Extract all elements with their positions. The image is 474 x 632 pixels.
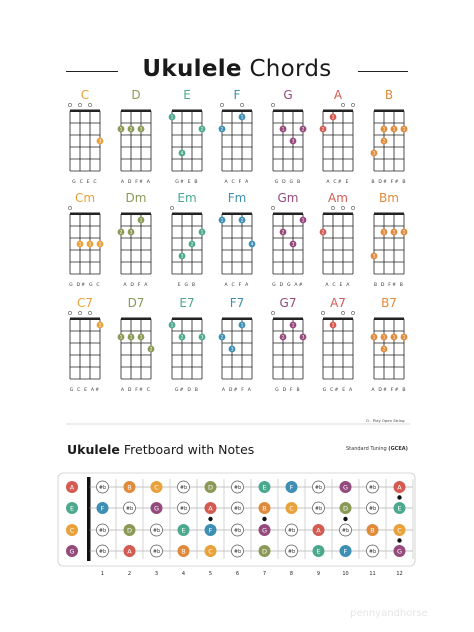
- finger-number: 1: [402, 127, 406, 133]
- chord-name-Em: Em: [177, 191, 197, 205]
- note-label: B: [262, 504, 267, 513]
- chord-notes: G C# E A: [322, 388, 354, 393]
- fret-number: 1: [100, 571, 105, 577]
- finger-number: 2: [382, 139, 386, 145]
- note-label: F: [100, 504, 105, 513]
- watermark: pennyandhorse: [350, 608, 428, 619]
- note-label: G: [342, 483, 349, 492]
- chord-notes: A D F A: [123, 283, 149, 288]
- finger-number: 1: [372, 335, 376, 341]
- chord-nut: [121, 213, 151, 216]
- tuning-prefix: Standard Tuning: [346, 446, 389, 452]
- finger-number: 2: [321, 127, 325, 133]
- chord-nut: [121, 110, 151, 113]
- note-label: #b: [233, 527, 242, 534]
- finger-number: 2: [321, 230, 325, 236]
- fret-inlay: [208, 517, 212, 521]
- finger-number: 3: [129, 230, 133, 236]
- finger-number: 1: [402, 230, 406, 236]
- finger-number: 3: [291, 242, 295, 248]
- chord-nut: [323, 110, 353, 113]
- open-string-marker: [321, 311, 324, 314]
- finger-number: 1: [392, 230, 396, 236]
- finger-number: 3: [98, 139, 102, 145]
- finger-number: 1: [402, 335, 406, 341]
- chord-notes: A C F A: [224, 283, 250, 288]
- chord-name-Dm: Dm: [125, 191, 147, 205]
- note-label: A: [69, 483, 75, 492]
- finger-number: 1: [392, 127, 396, 133]
- finger-number: 2: [382, 347, 386, 353]
- note-label: D: [342, 504, 349, 513]
- note-label: F: [343, 547, 348, 556]
- chord-name-F: F: [233, 88, 241, 102]
- finger-number: 1: [291, 323, 295, 329]
- chord-name-Bm: Bm: [379, 191, 399, 205]
- finger-number: 1: [382, 127, 386, 133]
- chord-nut: [374, 318, 404, 321]
- fret-number: 7: [262, 571, 267, 577]
- fretboard-heading-bold: Ukulele: [67, 442, 120, 457]
- note-label: #b: [98, 548, 107, 555]
- fret-number: 4: [181, 571, 186, 577]
- finger-number: 3: [200, 335, 204, 341]
- chord-nut: [374, 213, 404, 216]
- chord-nut: [172, 110, 202, 113]
- open-string-marker: [351, 103, 354, 106]
- chord-nut: [172, 213, 202, 216]
- note-label: #b: [314, 484, 323, 491]
- finger-number: 4: [180, 151, 184, 157]
- fret-inlay: [397, 495, 401, 499]
- chord-notes: B D# F# B: [371, 180, 407, 185]
- note-label: F: [208, 526, 213, 535]
- open-string-marker: [68, 206, 71, 209]
- chord-notes: E G B: [177, 283, 197, 288]
- note-label: #b: [314, 505, 323, 512]
- open-string-marker: [240, 103, 243, 106]
- chord-nut: [222, 318, 252, 321]
- note-label: G: [69, 547, 75, 556]
- finger-number: 1: [78, 242, 82, 248]
- note-label: B: [370, 526, 375, 535]
- chord-nut: [121, 318, 151, 321]
- finger-number: 3: [180, 254, 184, 260]
- chord-name-B: B: [384, 88, 394, 102]
- note-label: G: [153, 504, 160, 513]
- fretboard-nut: [87, 477, 91, 561]
- finger-number: 1: [98, 323, 102, 329]
- note-label: #b: [287, 548, 296, 555]
- fret-inlay: [262, 517, 266, 521]
- note-label: E: [262, 483, 267, 492]
- finger-number: 1: [331, 323, 335, 329]
- finger-number: 4: [250, 242, 254, 248]
- chord-nut: [70, 318, 100, 321]
- chord-notes: A C E A: [325, 283, 351, 288]
- note-label: #b: [233, 484, 242, 491]
- open-string-marker: [88, 311, 91, 314]
- note-label: G: [396, 547, 403, 556]
- finger-number: 1: [392, 335, 396, 341]
- chord-nut: [222, 110, 252, 113]
- chord-notes: A C# E: [326, 180, 350, 185]
- open-string-marker: [331, 206, 334, 209]
- open-string-marker: [68, 311, 71, 314]
- open-string-marker: [341, 103, 344, 106]
- note-label: B: [127, 483, 132, 492]
- note-label: #b: [233, 505, 242, 512]
- chord-notes: G C E A#: [69, 388, 101, 393]
- note-label: A: [316, 526, 321, 535]
- chord-name-D: D: [131, 88, 141, 102]
- title-bold: Ukulele: [142, 56, 242, 82]
- chord-notes: G# E B: [175, 180, 199, 185]
- fret-inlay: [343, 517, 347, 521]
- finger-number: 1: [139, 335, 143, 341]
- chord-name-E: E: [183, 88, 191, 102]
- finger-number: 3: [372, 151, 376, 157]
- chord-nut: [172, 318, 202, 321]
- note-label: #b: [179, 484, 188, 491]
- finger-number: 1: [170, 115, 174, 121]
- chord-notes: A D# F# B: [371, 388, 407, 393]
- chord-name-C: C: [80, 88, 90, 102]
- note-label: C: [208, 547, 213, 556]
- fret-number: 10: [342, 571, 349, 577]
- chord-notes: A D F# A: [120, 180, 152, 185]
- chord-name-Cm: Cm: [74, 191, 96, 205]
- tuning-bold: (GCEA): [388, 446, 408, 452]
- finger-number: 1: [200, 230, 204, 236]
- finger-number: 2: [220, 335, 224, 341]
- chord-notes: G D G A#: [272, 283, 304, 288]
- finger-number: 1: [119, 335, 123, 341]
- chord-name-F7: F7: [229, 296, 245, 310]
- finger-number: 3: [301, 335, 305, 341]
- chord-notes: G D F B: [275, 388, 301, 393]
- chord-notes: G D G B: [274, 180, 302, 185]
- chord-name-A7: A7: [330, 296, 346, 310]
- title-rest: Chords: [241, 56, 332, 82]
- fret-number: 8: [289, 571, 294, 577]
- note-label: #b: [341, 527, 350, 534]
- finger-number: 2: [180, 335, 184, 341]
- chord-nut: [323, 213, 353, 216]
- note-label: #b: [125, 505, 134, 512]
- open-string-marker: [341, 206, 344, 209]
- note-label: C: [289, 504, 294, 513]
- note-label: D: [126, 526, 133, 535]
- chord-name-G7: G7: [279, 296, 297, 310]
- chord-nut: [273, 318, 303, 321]
- note-label: C: [69, 526, 75, 535]
- finger-number: 2: [281, 230, 285, 236]
- finger-number: 1: [301, 218, 305, 224]
- fret-number: 2: [127, 571, 132, 577]
- open-string-marker: [170, 206, 173, 209]
- chord-name-D7: D7: [127, 296, 145, 310]
- chord-notes: G C E C: [72, 180, 98, 185]
- finger-number: 2: [119, 230, 123, 236]
- finger-number: 1: [88, 242, 92, 248]
- fret-number: 12: [396, 571, 403, 577]
- chord-notes: A D F# C: [120, 388, 152, 393]
- note-label: D: [261, 547, 268, 556]
- chord-name-A: A: [333, 88, 343, 102]
- fret-number: 3: [154, 571, 159, 577]
- fretboard-heading: [67, 442, 254, 457]
- note-label: D: [207, 483, 214, 492]
- open-string-marker: [351, 311, 354, 314]
- finger-number: 3: [372, 254, 376, 260]
- chord-name-Gm: Gm: [277, 191, 299, 205]
- finger-number: 3: [291, 139, 295, 145]
- finger-number: 1: [220, 218, 224, 224]
- chord-notes: B D F# B: [373, 283, 405, 288]
- note-label: E: [69, 504, 75, 513]
- chord-name-Am: Am: [328, 191, 348, 205]
- note-label: #b: [98, 484, 107, 491]
- tuning-label: [346, 446, 408, 452]
- note-label: #b: [152, 527, 161, 534]
- note-label: #b: [368, 505, 377, 512]
- note-label: F: [289, 483, 294, 492]
- note-label: G: [261, 526, 268, 535]
- fretboard-heading-rest: Fretboard with Notes: [119, 442, 255, 457]
- chord-notes: G# D B: [174, 388, 200, 393]
- chord-name-B7: B7: [381, 296, 397, 310]
- finger-number: 2: [190, 242, 194, 248]
- chord-name-Fm: Fm: [227, 191, 247, 205]
- chord-name-C7: C7: [76, 296, 94, 310]
- note-label: C: [397, 526, 402, 535]
- note-label: #b: [368, 548, 377, 555]
- finger-number: 2: [149, 347, 153, 353]
- fret-inlay: [397, 538, 401, 542]
- note-label: #b: [233, 548, 242, 555]
- finger-number: 1: [98, 242, 102, 248]
- finger-number: 1: [240, 115, 244, 121]
- note-label: #b: [179, 505, 188, 512]
- finger-number: 1: [382, 335, 386, 341]
- chord-nut: [273, 213, 303, 216]
- chord-nut: [273, 110, 303, 113]
- finger-number: 2: [200, 127, 204, 133]
- finger-number: 1: [139, 218, 143, 224]
- open-string-marker: [271, 103, 274, 106]
- open-string-marker: [78, 103, 81, 106]
- finger-number: 1: [129, 335, 133, 341]
- chord-notes: G D# G C: [69, 283, 101, 288]
- finger-number: 1: [119, 127, 123, 133]
- fret-number: 6: [235, 571, 240, 577]
- chord-name-E7: E7: [179, 296, 195, 310]
- open-string-marker: [88, 103, 91, 106]
- note-label: B: [181, 547, 186, 556]
- chord-nut: [70, 213, 100, 216]
- chord-nut: [323, 318, 353, 321]
- open-string-marker: [271, 206, 274, 209]
- note-label: #b: [152, 548, 161, 555]
- finger-number: 3: [230, 347, 234, 353]
- chord-nut: [70, 110, 100, 113]
- finger-number: 1: [240, 323, 244, 329]
- chord-name-G: G: [283, 88, 293, 102]
- note-label: E: [181, 526, 186, 535]
- finger-number: 3: [139, 127, 143, 133]
- finger-number: 1: [281, 127, 285, 133]
- open-string-marker: [68, 103, 71, 106]
- finger-number: 2: [301, 127, 305, 133]
- note-label: #b: [287, 527, 296, 534]
- note-label: #b: [368, 484, 377, 491]
- open-string-marker: [220, 103, 223, 106]
- note-label: C: [154, 483, 159, 492]
- open-string-legend: O - Play Open String: [366, 418, 405, 423]
- note-label: A: [127, 547, 132, 556]
- fret-number: 9: [316, 571, 321, 577]
- open-string-marker: [271, 311, 274, 314]
- finger-number: 1: [382, 230, 386, 236]
- fret-number: 11: [369, 571, 376, 577]
- chord-notes: A D# F A: [221, 388, 253, 393]
- finger-number: 2: [220, 127, 224, 133]
- page-title: [0, 56, 474, 82]
- finger-number: 2: [240, 218, 244, 224]
- note-label: A: [397, 483, 402, 492]
- chord-nut: [222, 213, 252, 216]
- finger-number: 1: [331, 115, 335, 121]
- open-string-marker: [341, 311, 344, 314]
- note-label: A: [208, 504, 213, 513]
- note-label: E: [316, 547, 321, 556]
- open-string-marker: [78, 311, 81, 314]
- note-label: E: [397, 504, 402, 513]
- chord-nut: [374, 110, 404, 113]
- finger-number: 1: [170, 323, 174, 329]
- open-string-marker: [351, 206, 354, 209]
- fret-number: 5: [208, 571, 213, 577]
- finger-number: 2: [281, 335, 285, 341]
- note-label: #b: [98, 527, 107, 534]
- finger-number: 2: [129, 127, 133, 133]
- chord-notes: A C F A: [224, 180, 250, 185]
